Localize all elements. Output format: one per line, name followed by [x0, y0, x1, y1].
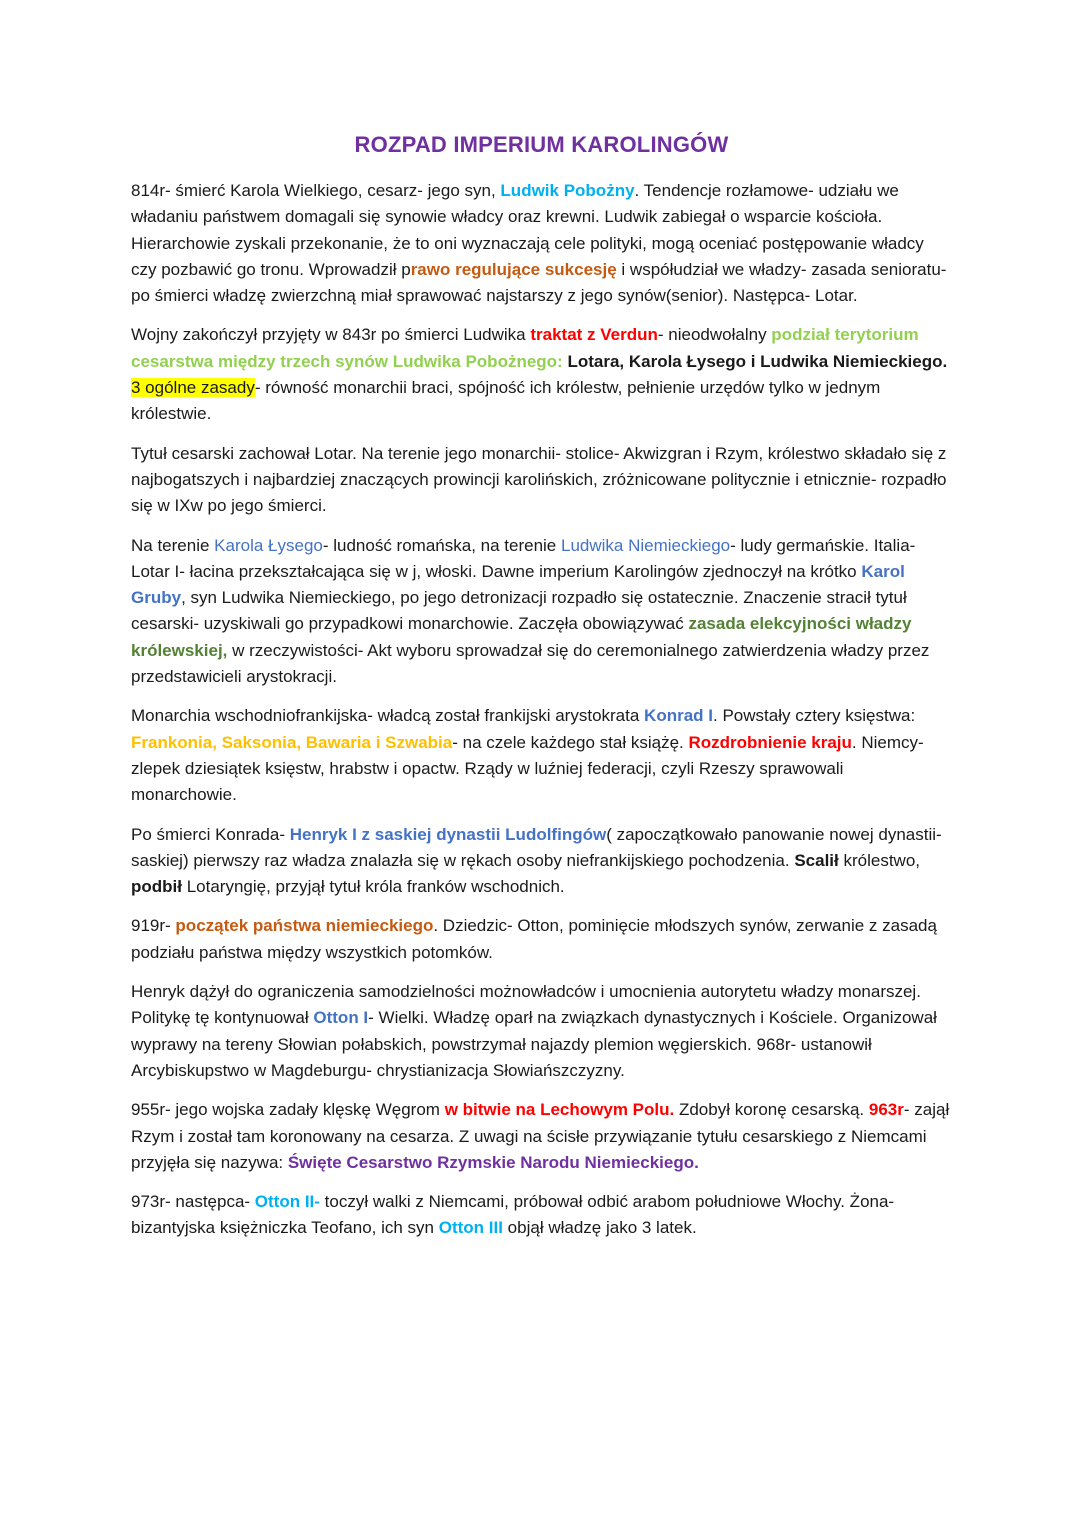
text-segment: Po śmierci Konrada- — [131, 824, 290, 844]
highlighted-term: w bitwie na Lechowym Polu. — [444, 1100, 675, 1120]
text-segment: 814r- śmierć Karola Wielkiego, cesarz- jego syn, — [131, 181, 501, 200]
paragraph-973 — [131, 1189, 952, 1242]
text-segment: Na terenie — [131, 535, 215, 555]
paragraph-lotar — [131, 441, 952, 520]
text-segment: królestwo, — [838, 850, 920, 870]
highlighted-term: Otton III — [438, 1218, 503, 1238]
text-segment: Tytuł cesarski zachował Lotar. Na terenie jego monarchii- stolice- Akwizgran i Rzym, królestwo składało się z najbogatszych i najbardziej znaczących prowincji karolińskich, zróżnicowane politycznie i etnicznie- rozpadło się w IXw po jego śmierci. — [131, 443, 947, 516]
highlighted-term: 963r — [868, 1100, 904, 1120]
highlighted-term: początek państwa niemieckiego — [175, 916, 434, 936]
text-segment: objął władzę jako 3 latek. — [502, 1218, 697, 1238]
highlighted-term: Otton II- — [254, 1192, 320, 1212]
paragraph-955 — [131, 1097, 952, 1176]
text-segment: ( zapoczątkowało panowanie nowej dynastii- saskiej) pierwszy raz władza znalazła się w rękach osoby niefrankijskiego pochodzenia. — [131, 824, 942, 870]
text-segment: Lotaryngię, przyjął tytuł króla franków wschodnich. — [181, 877, 565, 897]
text-segment: - Wielki. Władzę oparł na związkach dynastycznych i Kościele. Organizował wyprawy na tereny Słowian połabskich, powstrzymał najazdy plemion węgierskich. 968r- ustanowił Arcybiskupstwo w Magdeburgu- chrystianizacja Słowiańszczyzny. — [131, 1008, 937, 1080]
highlighted-term: rawo regulujące sukcesję — [410, 259, 617, 279]
text-segment: - zajął Rzym i został tam koronowany na cesarza. Z uwagi na ścisłe przywiązanie tytułu cesarskiego z Niemcami przyjęła się nazywa: — [131, 1100, 950, 1172]
highlighted-term: Lotara, Karola Łysego i Ludwika Niemieckiego. — [562, 351, 948, 371]
text-segment: - ludy germańskie. Italia- Lotar I- łacina przekształcająca się w j, włoski. Dawne imperium Karolingów zjednoczył na krótko — [131, 535, 916, 581]
highlighted-term: traktat z Verdun — [530, 325, 658, 345]
paragraph-otton-i — [131, 979, 952, 1084]
text-segment: . Dziedzic- Otton, pominięcie młodszych synów, zerwanie z zasadą podziału państwa między wszystkich potomków. — [131, 916, 937, 962]
text-segment: 919r- — [131, 916, 176, 936]
highlighted-term: Henryk I z saskiej dynastii Ludolfingów — [289, 824, 607, 844]
highlighted-term: Rozdrobnienie kraju — [688, 732, 852, 752]
paragraph-919 — [131, 913, 952, 966]
highlighted-term: Frankonia, Saksonia, Bawaria i Szwabia — [131, 732, 453, 752]
text-segment: Zdobył koronę cesarską. — [674, 1100, 869, 1120]
paragraph-monarchia-wschodniofrankijska — [131, 703, 952, 808]
text-segment: - ludność romańska, na terenie — [322, 535, 561, 555]
highlighted-term: Ludwik Pobożny — [500, 181, 635, 200]
highlighted-term: Ludwika Niemieckiego — [560, 535, 731, 555]
highlighted-term: Karola Łysego — [214, 535, 323, 555]
highlighted-term: Konrad I — [644, 706, 713, 726]
text-segment: w rzeczywistości- Akt wyboru sprowadzał się do ceremonialnego zatwierdzenia władzy przez przedstawicieli arystokracji. — [131, 640, 930, 687]
text-segment: , syn Ludwika Niemieckiego, po jego detronizacji rozpadło się ostatecznie. Znaczenie stracił tytuł cesarski- uzyskiwali go przypadkowi monarchowie. Zaczęła obowiązywać — [131, 588, 907, 634]
text-segment: - równość monarchii braci, spójność ich królestw, pełnienie urzędów tylko w jednym królestwie. — [131, 378, 881, 424]
text-segment: . Niemcy- zlepek dziesiątek księstw, hrabstw i opactw. Rządy w luźniej federacji, czyli Rzeszy sprawowali monarchowie. — [131, 732, 924, 805]
highlighted-term: podział terytorium cesarstwa między trzech synów Ludwika Pobożnego: — [131, 325, 919, 371]
paragraph-karol-lysy — [131, 533, 952, 691]
text-segment: 955r- jego wojska zadały klęskę Węgrom — [131, 1100, 445, 1120]
highlighted-term: Otton I — [313, 1008, 369, 1028]
highlighted-term: Karol Gruby — [131, 561, 905, 608]
document-body — [131, 178, 952, 1242]
text-segment: . Tendencje rozłamowe- udziału we władaniu państwem domagali się synowie władcy oraz krewni. Ludwik zabiegał o wsparcie kościoła. Hierarchowie zyskali przekonanie, że to oni wyznaczają cele polityki, mogą oceniać postępowanie władcy czy pozbawić go tronu. Wprowadził p — [131, 181, 924, 279]
paragraph-karol-wielki — [131, 178, 952, 309]
highlighted-term: zasada elekcyjności władzy królewskiej, — [131, 614, 912, 660]
text-segment: 973r- następca- — [131, 1192, 255, 1212]
text-segment: - na czele każdego stał książę. — [452, 732, 689, 752]
highlighted-term: Święte Cesarstwo Rzymskie Narodu Niemieckiego. — [287, 1152, 699, 1172]
paragraph-traktat-verdun — [131, 322, 952, 427]
paragraph-henryk-i — [131, 822, 952, 901]
marked-phrase: 3 ogólne zasady — [131, 378, 255, 398]
text-segment: toczył walki z Niemcami, próbował odbić arabom południowe Włochy. Żona-bizantyjska księżniczka Teofano, ich syn — [131, 1192, 895, 1238]
document-title: ROZPAD IMPERIUM KAROLINGÓW — [354, 132, 729, 157]
text-segment: Wojny zakończył przyjęty w 843r po śmierci Ludwika — [131, 325, 531, 345]
text-segment: Henryk dążył do ograniczenia samodzielności możnowładców i umocnienia autorytetu władzy monarszej. Politykę tę kontynuował — [131, 982, 921, 1028]
bold-term: Scalił — [794, 850, 839, 870]
text-segment: - nieodwołalny — [657, 325, 772, 345]
bold-term: podbił — [131, 877, 182, 897]
text-segment: Monarchia wschodniofrankijska- władcą został frankijski arystokrata — [131, 706, 645, 726]
text-segment: i współudział we władzy- zasada senioratu- po śmierci władzę zwierzchną miał sprawować najstarszy z jego synów(senior). Następca- Lotar. — [131, 259, 947, 306]
text-segment: . Powstały cztery księstwa: — [713, 706, 916, 726]
